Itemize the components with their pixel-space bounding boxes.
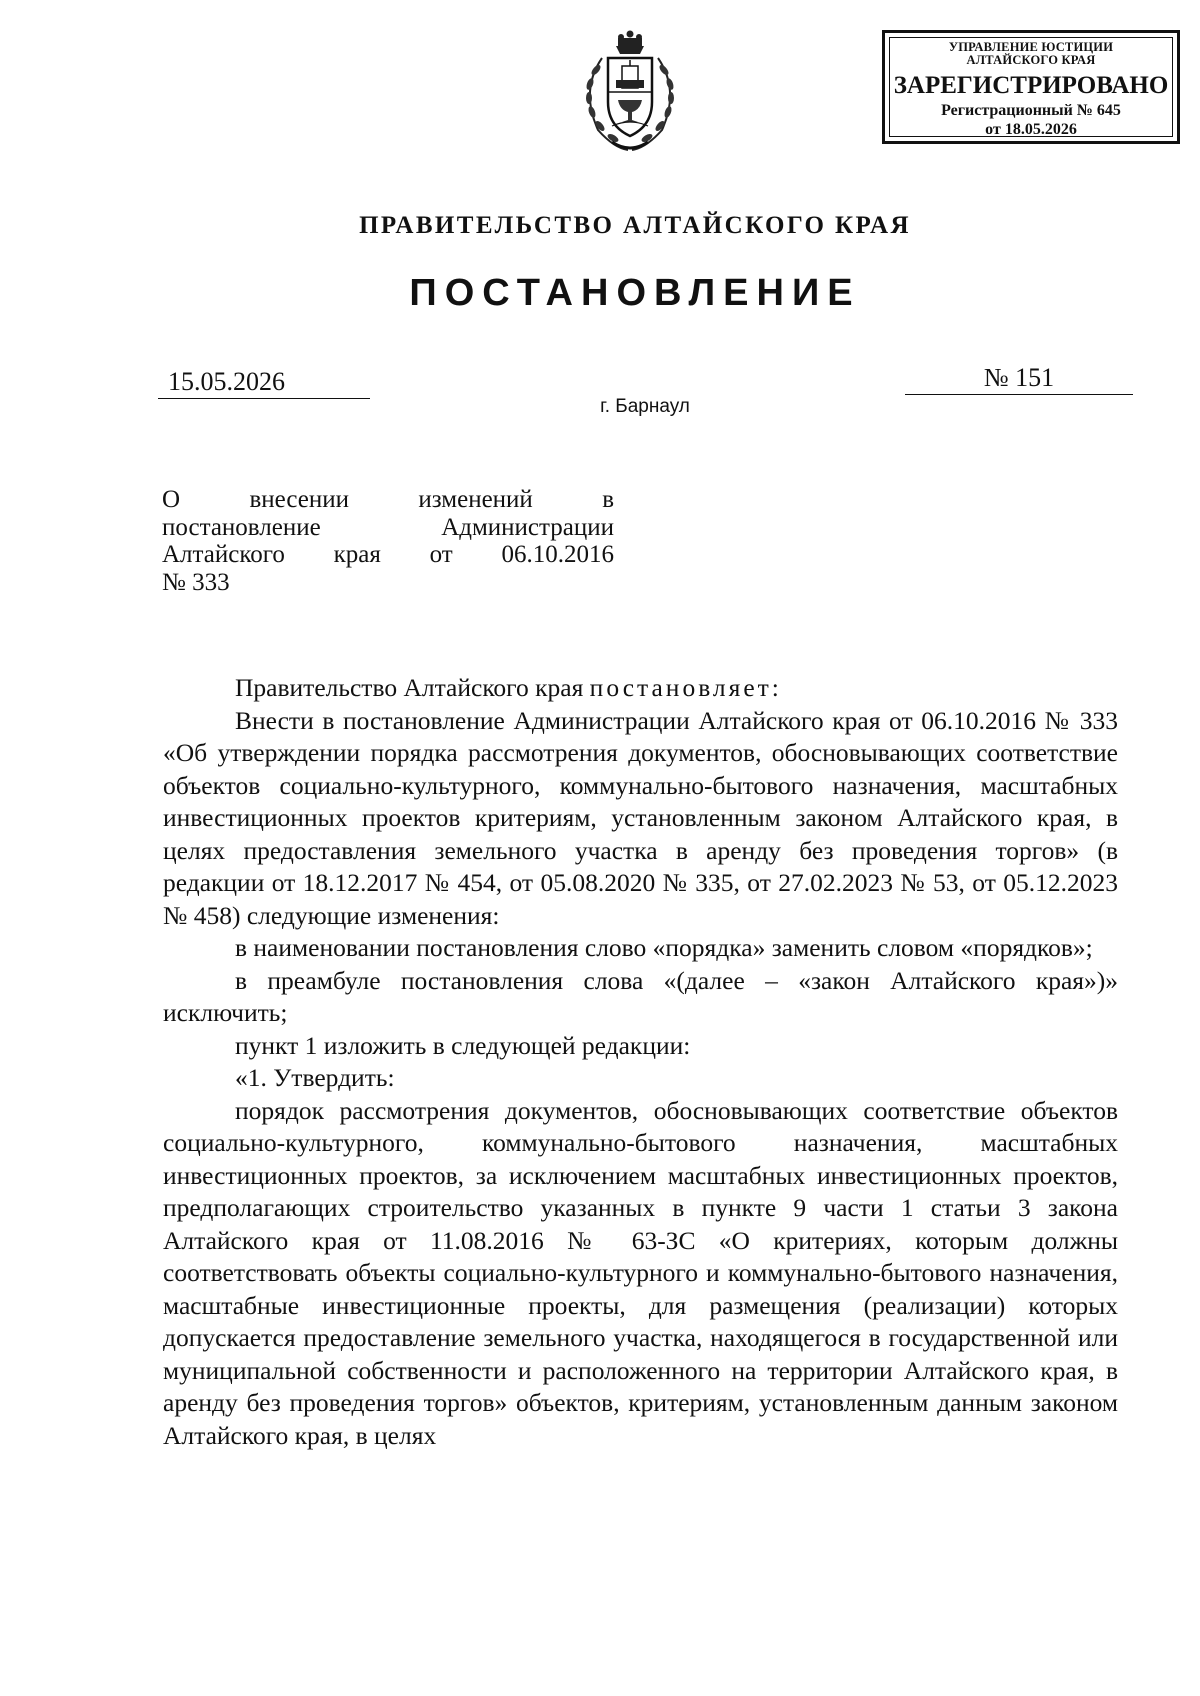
stamp-reg-date: от 18.05.2026 [985, 121, 1077, 138]
registration-stamp [882, 30, 1180, 144]
document-number: № 151 [905, 362, 1133, 395]
stamp-status: ЗАРЕГИСТРИРОВАНО [893, 72, 1169, 99]
opening-paragraph [163, 672, 1118, 705]
subject-line-3: Алтайского края от 06.10.2016 [162, 541, 614, 568]
body-paragraph-6: порядок рассмотрения документов, обосновывающих соответствие объектов социально-культурного, коммунально-бытового назначения, масштабных инвестиционных проектов, за исключением масштабных инвестиционных проектов, предполагающих строительство указанных в пункте 9 части 1 статьи 3 закона Алтайского края от 11.08.2016 № 63-ЗС «О критериях, которым должны соответствовать объекты социально-культурного и коммунально-бытового назначения, масштабные инвестиционные проекты, для размещения (реализации) которых допускается предоставление земельного участка, находящегося в государственной или муниципальной собственности и расположенного на территории Алтайского края, в аренду без проведения торгов» объектов, критериям, установленным данным законом Алтайского края, в целях [163, 1095, 1118, 1450]
subject-line-1: О внесении изменений в [162, 486, 614, 513]
stamp-inner-frame [889, 37, 1173, 137]
altai-krai-coat-of-arms-icon [558, 30, 702, 156]
stamp-org-line1: УПРАВЛЕНИЕ ЮСТИЦИИ [948, 40, 1114, 54]
stamp-org-line2: АЛТАЙСКОГО КРАЯ [966, 53, 1096, 67]
subject-line-2: постановление Администрации [162, 513, 614, 541]
body-paragraph-5: «1. Утвердить: [235, 1063, 395, 1092]
document-subject [162, 486, 614, 596]
stamp-reg-number: Регистрационный № 645 [941, 102, 1121, 119]
body-paragraph-3: в преамбуле постановления слова «(далее – «закон Алтайского края»)» исключить; [163, 965, 1118, 1027]
document-city: г. Барнаул [600, 396, 690, 417]
body-paragraph-4: пункт 1 изложить в следующей редакции: [235, 1030, 691, 1060]
subject-line-4: № 333 [162, 568, 230, 596]
document-type: ПОСТАНОВЛЕНИЕ [409, 272, 861, 314]
body-paragraph-1: Внести в постановление Администрации Алтайского края от 06.10.2016 № 333 «Об утверждении порядка рассмотрения документов, обосновывающих соответствие объектов социально-культурного, коммунально-бытового назначения, масштабных инвестиционных проектов критериям, установленным законом Алтайского края, в целях предоставления земельного участка в аренду без проведения торгов» (в редакции от 18.12.2017 № 454, от 05.08.2020 № 335, от 27.02.2023 № 53, от 05.12.2023 № 458) следующие изменения: [163, 705, 1118, 930]
document-body [163, 672, 1118, 1452]
body-paragraph-2: в наименовании постановления слово «порядка» заменить словом «порядков»; [235, 933, 1093, 962]
document-date: 15.05.2026 [158, 366, 370, 399]
opening-prefix: Правительство Алтайского края [235, 673, 590, 702]
opening-verb: постановляет: [589, 673, 782, 702]
government-title: ПРАВИТЕЛЬСТВО АЛТАЙСКОГО КРАЯ [359, 212, 911, 239]
